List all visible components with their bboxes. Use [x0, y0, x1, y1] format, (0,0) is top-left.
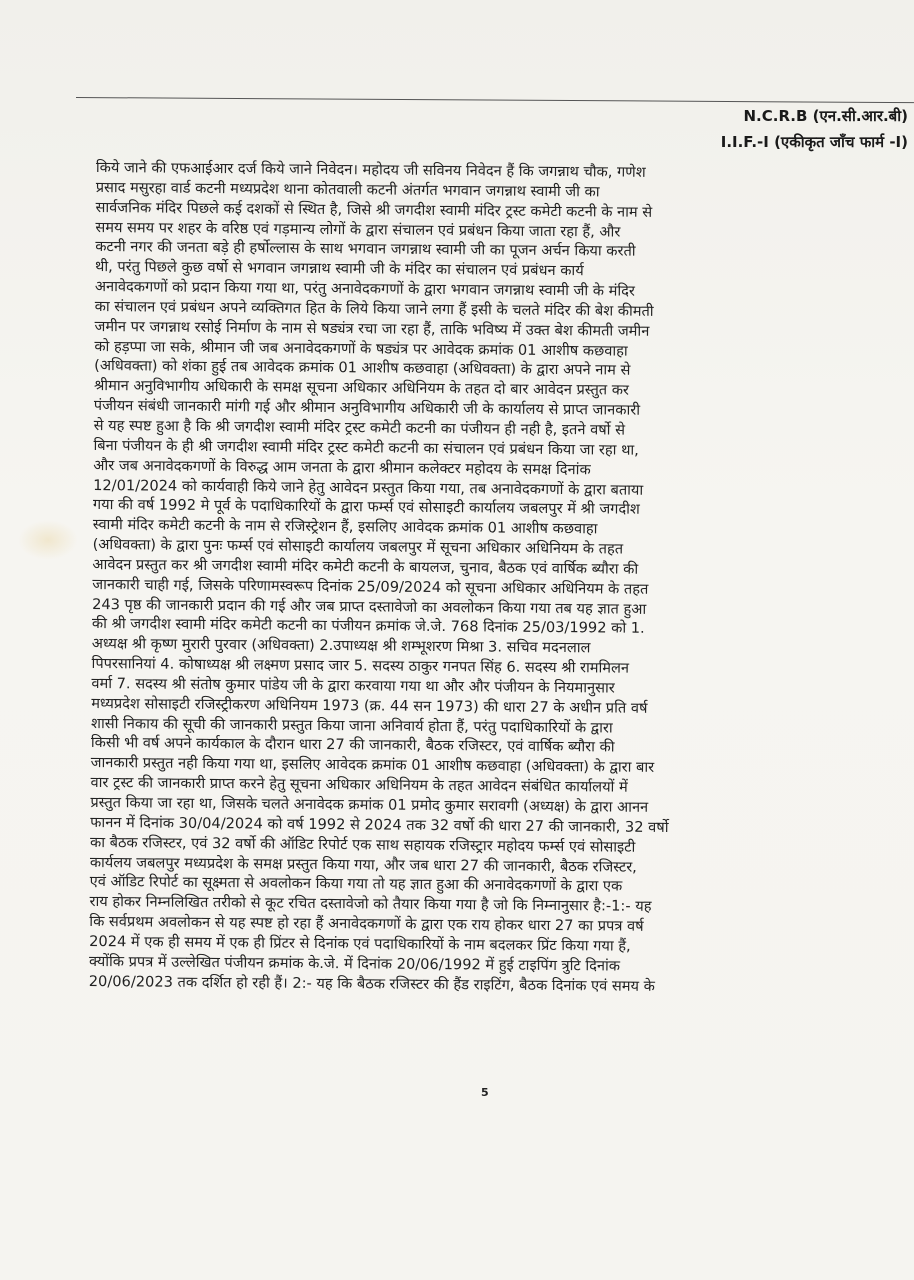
body-line: पिपरसानियां 4. कोषाध्यक्ष श्री लक्ष्मण प्रसाद जार 5. सदस्य ठाकुर गनपत सिंह 6. सदस्य श्री राममिलन — [91, 655, 630, 677]
body-line: जानकारी चाही गई, जिसके परिणामस्वरूप दिनांक 25/09/2024 को सूचना अधिकार अधिनियम के तहत — [92, 575, 649, 598]
paper-stain — [18, 520, 78, 560]
body-line: किये जाने की एफआईआर दर्ज किये जाने निवेदन। महोदय जी सविनय निवेदन हैं कि जगन्नाथ चौक, गणेश — [95, 158, 646, 181]
body-line: का संचालन एवं प्रबंधन अपने व्यक्तिगत हित के लिये किया जाने लगा हैं इसी के चलते मंदिर की बेश कीमती — [94, 297, 654, 320]
body-line: वार ट्रस्ट की जानकारी प्राप्त करने हेतु सूचना अधिकार अधिनियम के तहत आवेदन संबंधित कार्यालयों में — [90, 774, 628, 796]
iif-form-label: I.I.F.-I (एकीकृत जाँच फार्म -I) — [720, 133, 908, 151]
body-line: कि सर्वप्रथम अवलोकन से यह स्पष्ट हो रहा हैं अनावेदकगणों के द्वारा एक राय होकर धारा 27 का प्रपत्र वर्ष — [89, 913, 644, 935]
body-line: गया की वर्ष 1992 मे पूर्व के पदाधिकारियों के द्वारा फर्म्स एवं सोसाइटी कार्यालय जबलपुर में श्री जगदीश — [92, 496, 640, 519]
body-line: क्योंकि प्रपत्र में उल्लेखित पंजीयन क्रमांक के.जे. में दिनांक 20/06/1992 में हुई टाइपिंग त्रुटि दिनांक — [88, 952, 621, 975]
body-line: अध्यक्ष श्री कृष्ण मुरारी पुरवार (अधिवक्ता) 2.उपाध्यक्ष श्री शम्भूशरण मिश्रा 3. सचिव मदनलाल — [91, 635, 591, 657]
body-line: कार्यलय जबलपुर मध्यप्रदेश के समक्ष प्रस्तुत किया गया, और जब धारा 27 की जानकारी, बैठक रजिस्टर, — [89, 853, 637, 876]
body-line: सार्वजनिक मंदिर पिछले कई दशकों से स्थित है, जिसे श्री जगदीश स्वामी मंदिर ट्रस्ट कमेटी कटनी के नाम से — [95, 198, 653, 221]
body-line: प्रस्तुत किया जा रहा था, जिसके चलते अनावेदक क्रमांक 01 प्रमोद कुमार सरावगी (अध्यक्ष) के द्वारा आनन — [90, 793, 649, 816]
form-header — [721, 103, 908, 155]
body-line: श्रीमान अनुविभागीय अधिकारी के समक्ष सूचना अधिकार अधिनियम के तहत दो बार आवेदन प्रस्तुत कर — [93, 377, 630, 399]
body-line: मध्यप्रदेश सोसाइटी रजिस्ट्रीकरण अधिनियम 1973 (क्र. 44 सन 1973) की धारा 27 के अधीन प्रति वर्ष — [91, 694, 648, 717]
body-line: बिना पंजीयन के ही श्री जगदीश स्वामी मंदिर ट्रस्ट कमेटी कटनी का संचालन एवं प्रबंधन किया जा रहा था, — [93, 436, 639, 459]
body-line: जमीन पर जगन्नाथ रसोई निर्माण के नाम से षड्यंत्र रचा जा रहा हैं, ताकि भविष्य में उक्त बेश कीमती जमीन — [94, 317, 650, 340]
body-line: पंजीयन संबंधी जानकारी मांगी गई और श्रीमान अनुविभागीय अधिकारी जी के कार्यालय से प्राप्त जानकारी — [93, 397, 641, 419]
body-line: एवं ऑडिट रिपोर्ट का सूक्ष्मता से अवलोकन किया गया तो यह ज्ञात हुआ की अनावेदकगणों के द्वारा एक — [89, 873, 623, 895]
body-line: प्रसाद मसुरहा वार्ड कटनी मध्यप्रदेश थाना कोतवाली कटनी अंतर्गत भगवान जगन्नाथ स्वामी जी का — [95, 178, 600, 201]
body-line: 243 पृष्ठ की जानकारी प्रदान की गई और जब प्राप्त दस्तावेजो का अवलोकन किया गया तब यह ज्ञात हुआ — [92, 595, 647, 618]
body-line: समय समय पर शहर के वरिष्ठ एवं गड़मान्य लोगों के द्वारा संचालन एवं प्रबंधन किया जाता रहा हैं, और — [95, 218, 621, 241]
body-line: शासी निकाय की सूची की जानकारी प्रस्तुत किया जाना अनिवार्य होता हैं, परंतु पदाधिकारियों के द्वारा — [90, 714, 613, 737]
body-line: को हड़प्पा जा सके, श्रीमान जी जब अनावेदकगणों के षड्यंत्र पर आवेदक क्रमांक 01 आशीष कछवाहा — [94, 337, 628, 360]
body-line: 2024 में एक ही समय में एक ही प्रिंटर से दिनांक एवं पदाधिकारियों के नाम बदलकर प्रिंट किया गया हैं, — [89, 932, 631, 955]
body-line: से यह स्पष्ट हुआ है कि श्री जगदीश स्वामी मंदिर ट्रस्ट कमेटी कटनी का पंजीयन ही नही है, इतने वर्षो से — [93, 416, 626, 439]
body-line: आवेदन प्रस्तुत कर श्री जगदीश स्वामी मंदिर कमेटी कटनी के बायलज, चुनाव, बैठक एवं वार्षिक ब्यौरा की — [92, 555, 639, 578]
body-line: कटनी नगर की जनता बड़े ही हर्षोल्लास के साथ भगवान जगन्नाथ स्वामी जी का पूजन अर्चन किया करती — [95, 238, 636, 261]
body-line: (अधिवक्ता) के द्वारा पुनः फर्म्स एवं सोसाइटी कार्यालय जबलपुर में सूचना अधिकार अधिनियम के तहत — [92, 536, 624, 558]
complaint-body-text — [89, 158, 908, 998]
ncrb-label: N.C.R.B (एन.सी.आर.बी) — [743, 107, 908, 125]
body-line: 20/06/2023 तक दर्शित हो रही हैं। 2:- यह कि बैठक रजिस्टर की हैंड राइटिंग, बैठक दिनांक एवं समय के — [88, 972, 655, 995]
body-line: अनावेदकगणों को प्रदान किया गया था, परंतु अनावेदकगणों के द्वारा भगवान जगन्नाथ स्वामी जी के मंदिर — [94, 278, 635, 300]
body-line: थी, परंतु पिछले कुछ वर्षो से भगवान जगन्नाथ स्वामी जी के मंदिर का संचालन एवं प्रबंधन कार्य — [94, 258, 584, 280]
body-line: जानकारी प्रस्तुत नही किया गया था, इसलिए आवेदक क्रमांक 01 आशीष कछवाहा (अधिवक्ता) के द्वारा बार — [90, 754, 655, 777]
body-line: स्वामी मंदिर कमेटी कटनी के नाम से रजिस्ट्रेशन हैं, इसलिए आवेदक क्रमांक 01 आशीष कछवाहा — [92, 516, 598, 538]
body-line: का बैठक रजिस्टर, एवं 32 वर्षो की ऑडिट रिपोर्ट एक साथ सहायक रजिस्ट्रार महोदय फर्म्स एवं सोसाइटी — [89, 833, 636, 856]
body-line: राय होकर निम्नलिखित तरीको से कूट रचित दस्तावेजो को तैयार किया गया है जो कि निम्नानुसार है:-1:- यह — [89, 893, 652, 916]
body-line: किसी भी वर्ष अपने कार्यकाल के दौरान धारा 27 की जानकारी, बैठक रजिस्टर, एवं वार्षिक ब्यौरा की — [90, 734, 615, 757]
body-line: की श्री जगदीश स्वामी मंदिर कमेटी कटनी का पंजीयन क्रमांक जे.जे. 768 दिनांक 25/03/1992 को 1. — [91, 615, 645, 638]
page-number: 5 — [481, 1086, 489, 1099]
body-line: (अधिवक्ता) को शंका हुई तब आवेदक क्रमांक 01 आशीष कछवाहा (अधिवक्ता) के द्वारा अपने नाम से — [94, 357, 631, 380]
body-line: 12/01/2024 को कार्यवाही किये जाने हेतु आवेदन प्रस्तुत किया गया, तब अनावेदकगणों के द्वारा बताया — [93, 476, 644, 499]
body-line: और जब अनावेदकगणों के विरुद्ध आम जनता के द्वारा श्रीमान कलेक्टर महोदय के समक्ष दिनांक — [93, 456, 591, 478]
body-line: वर्मा 7. सदस्य श्री संतोष कुमार पांडेय जी के द्वारा करवाया गया था और और पंजीयन के नियमानुसार — [91, 674, 615, 697]
body-line: फानन में दिनांक 30/04/2024 को वर्ष 1992 से 2024 तक 32 वर्षो की धारा 27 की जानकारी, 32 वर्षो — [90, 813, 669, 836]
